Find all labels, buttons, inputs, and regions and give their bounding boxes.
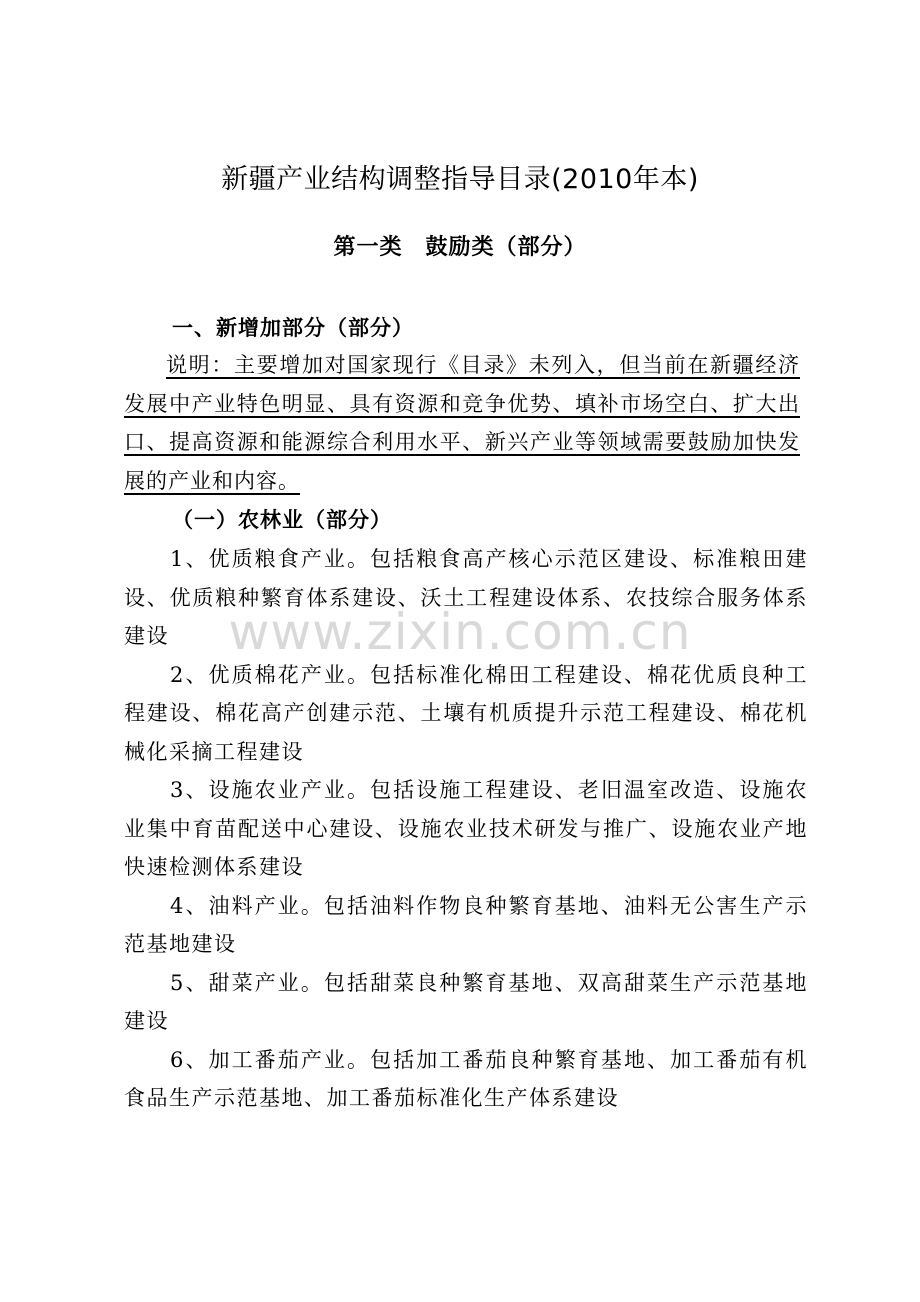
watermark: www.zixin.com.cn <box>228 603 692 661</box>
subsection-heading: （一）农林业（部分） <box>172 508 392 532</box>
explanatory-note <box>124 346 800 500</box>
section-heading: 一、新增加部分（部分） <box>172 316 414 340</box>
list-item: 4、油料产业。包括油料作物良种繁育基地、油料无公害生产示范基地建设 <box>124 893 808 956</box>
list-item: 2、优质棉花产业。包括标准化棉田工程建设、棉花优质良种工程建设、棉花高产创建示范、土壤有机质提升示范工程建设、棉花机械化采摘工程建设 <box>124 662 808 764</box>
list-item: 5、甜菜产业。包括甜菜良种繁育基地、双高甜菜生产示范基地建设 <box>124 970 808 1033</box>
list-item: 6、加工番茄产业。包括加工番茄良种繁育基地、加工番茄有机食品生产示范基地、加工番茄标准化生产体系建设 <box>124 1047 808 1110</box>
note-text: 说明：主要增加对国家现行《目录》未列入，但当前在新疆经济发展中产业特色明显、具有资源和竞争优势、填补市场空白、扩大出口、提高资源和能源综合利用水平、新兴产业等领域需要鼓励加快发展的产业和内容。 <box>124 353 800 493</box>
document-title: 新疆产业结构调整指导目录(2010年本) <box>221 164 699 195</box>
list-item: 1、优质粮食产业。包括粮食高产核心示范区建设、标准粮田建设、优质粮种繁育体系建设、沃土工程建设体系、农技综合服务体系建设 <box>124 547 808 648</box>
item-list <box>124 540 808 1118</box>
list-item: 3、设施农业产业。包括设施工程建设、老旧温室改造、设施农业集中育苗配送中心建设、设施农业技术研发与推广、设施农业产地快速检测体系建设 <box>124 778 808 879</box>
category-heading: 第一类 鼓励类（部分） <box>333 235 587 260</box>
